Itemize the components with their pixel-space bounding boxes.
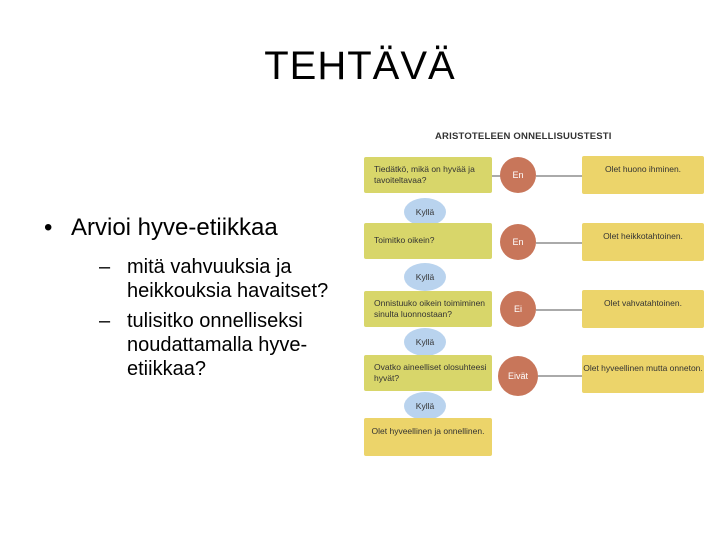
final-result-box: Olet hyveellinen ja onnellinen.	[364, 418, 492, 456]
dash-marker: –	[99, 310, 111, 332]
no-answer-circle: Eivät	[498, 356, 538, 396]
sub-bullet-list	[99, 255, 344, 381]
flowchart-title: ARISTOTELEEN ONNELLISUUSTESTI	[435, 131, 612, 142]
result-box: Olet huono ihminen.	[582, 156, 704, 194]
sub-bullet-item	[99, 309, 344, 381]
question-box: Tiedätkö, mikä on hyvää ja tavoiteltavaa?	[364, 157, 492, 193]
question-box: Ovatko aineelliset olosuhteesi hyvät?	[364, 355, 492, 391]
sub-bullet-text: tulisitko onnelliseksi noudattamalla hyve-etiikkaa?	[127, 310, 308, 380]
result-box: Olet vahvatahtoinen.	[582, 290, 704, 328]
no-answer-circle: En	[500, 157, 536, 193]
bullet-item	[44, 213, 344, 243]
connector-arrow	[536, 175, 582, 177]
slide-title: TEHTÄVÄ	[264, 44, 456, 88]
yes-answer-oval: Kyllä	[404, 263, 446, 291]
bullet-dot: •	[44, 214, 53, 241]
happiness-test-flowchart	[360, 125, 703, 465]
yes-answer-oval: Kyllä	[404, 198, 446, 226]
question-box: Toimitko oikein?	[364, 223, 492, 259]
sub-bullet-item	[99, 255, 344, 303]
result-box: Olet hyveellinen mutta onneton.	[582, 355, 704, 393]
sub-bullet-text: mitä vahvuuksia ja heikkouksia havaitset?	[127, 256, 329, 302]
question-box: Onnistuuko oikein toimiminen sinulta luonnostaan?	[364, 291, 492, 327]
bullet-list	[44, 213, 344, 387]
result-box: Olet heikkotahtoinen.	[582, 223, 704, 261]
connector-arrow	[538, 375, 582, 377]
bullet-text: Arvioi hyve-etiikkaa	[71, 214, 278, 241]
no-answer-circle: Ei	[500, 291, 536, 327]
connector-arrow	[536, 242, 582, 244]
yes-answer-oval: Kyllä	[404, 392, 446, 420]
yes-answer-oval: Kyllä	[404, 328, 446, 356]
dash-marker: –	[99, 256, 111, 278]
connector-arrow	[536, 309, 582, 311]
no-answer-circle: En	[500, 224, 536, 260]
